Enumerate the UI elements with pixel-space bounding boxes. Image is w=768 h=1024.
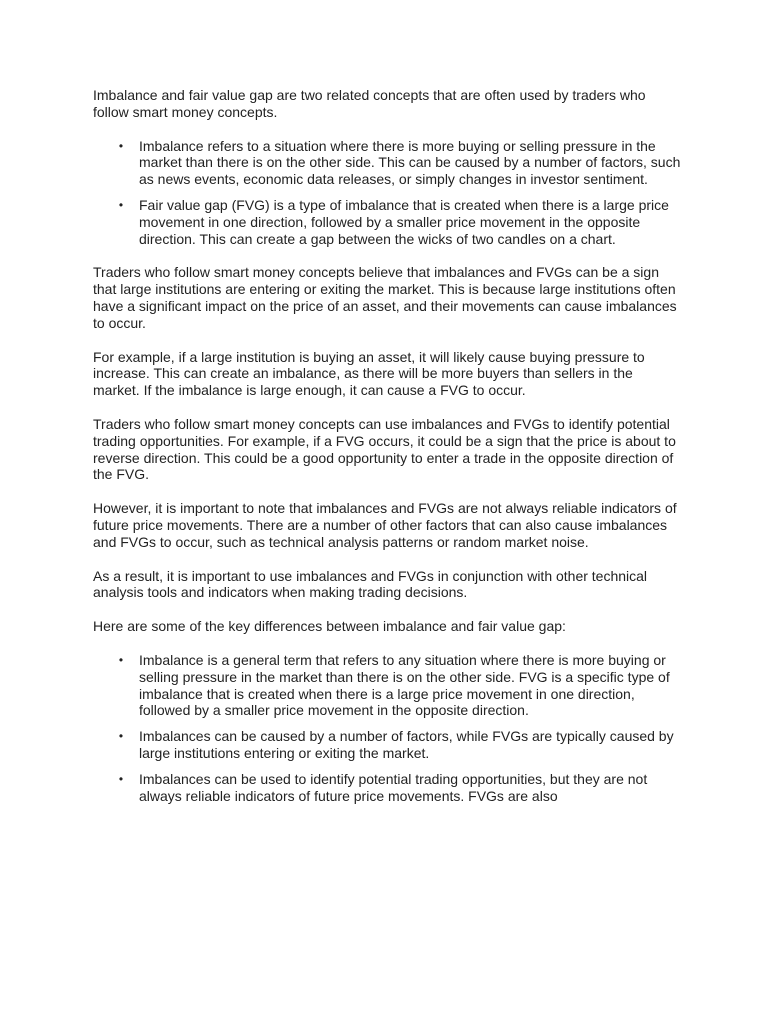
list-item-text: Imbalance is a general term that refers to any situation where there is more buying or selling pressure in the market than there is on the other side. FVG is a specific type of imbalance that is created when there is a large price movement in one direction, followed by a smaller price movement in the opposite direction. [139,651,670,719]
list-item [93,652,683,719]
intro-paragraph: Imbalance and fair value gap are two related concepts that are often used by traders who follow smart money concepts. [93,87,646,120]
bullet-icon: • [118,652,124,667]
list-item-text: Imbalance refers to a situation where there is more buying or selling pressure in the market than there is on the other side. This can be caused by a number of factors, such as news events, economic data releases, or simply changes in investor sentiment. [139,137,681,188]
bullet-icon: • [118,138,124,153]
body-paragraph: For example, if a large institution is buying an asset, it will likely cause buying pressure to increase. This can create an imbalance, as there will be more buyers than sellers in the market. If the imbalance is large enough, it can cause a FVG to occur. [93,348,645,399]
list-item-text: Fair value gap (FVG) is a type of imbalance that is created when there is a large price movement in one direction, followed by a smaller price movement in the opposite direction. This can create a gap between the wicks of two candles on a chart. [139,196,669,247]
list-item [93,728,683,762]
bullet-icon: • [118,771,124,786]
body-paragraph: Traders who follow smart money concepts can use imbalances and FVGs to identify potential trading opportunities. For example, if a FVG occurs, it could be a sign that the price is about to reverse direction. This could be a good opportunity to enter a trade in the opposite direction of the FVG. [93,415,676,483]
list-item [93,197,683,247]
bullet-icon: • [118,729,124,744]
body-paragraph: Here are some of the key differences between imbalance and fair value gap: [93,618,566,635]
definitions-list [93,138,683,248]
body-paragraph: Traders who follow smart money concepts believe that imbalances and FVGs can be a sign that large institutions are entering or exiting the market. This is because large institutions often have a significant impact on the price of an asset, and their movements can cause imbalances to occur. [93,264,677,331]
list-item-text: Imbalances can be caused by a number of factors, while FVGs are typically caused by large institutions entering or exiting the market. [139,728,674,761]
list-item [93,771,683,805]
document-body [93,87,683,821]
body-paragraph: As a result, it is important to use imbalances and FVGs in conjunction with other technical analysis tools and indicators when making trading decisions. [93,567,648,601]
list-item [93,138,683,188]
body-paragraph: However, it is important to note that imbalances and FVGs are not always reliable indicators of future price movements. There are a number of other factors that can also cause imbalances and FVGs to occur, such as technical analysis patterns or random market noise. [93,500,677,550]
bullet-icon: • [118,197,124,212]
list-item-text: Imbalances can be used to identify potential trading opportunities, but they are not always reliable indicators of future price movements. FVGs are also [139,770,648,804]
differences-list [93,652,683,804]
